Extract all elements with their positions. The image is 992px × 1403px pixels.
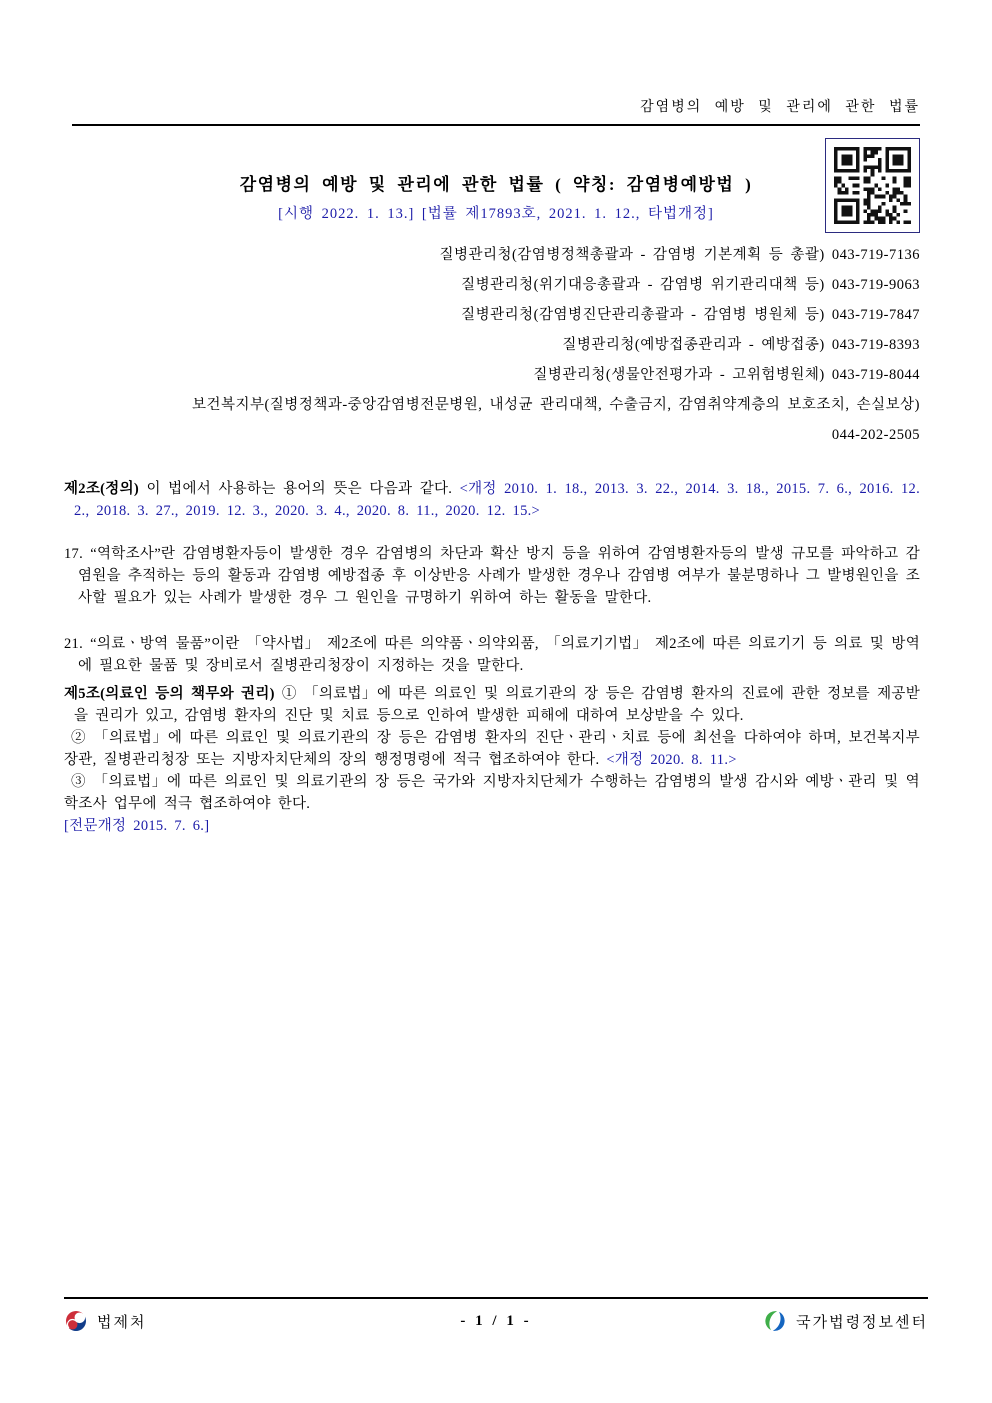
document-subtitle: [시행 2022. 1. 13.] [법률 제17893호, 2021. 1. 12., 타법개정] xyxy=(278,206,714,222)
contact-line: 질병관리청(감염병진단관리총괄과 - 감염병 병원체 등) 043-719-7847 xyxy=(461,307,920,323)
law-text-run: 21. “의료ㆍ방역 물품”이란 「약사법」 제2조에 따른 의약품ㆍ의약외품, 「의료기기법」 제2조에 따른 의료기기 등 의료 및 방역에 필요한 물품 및 장비로서 질병관리청장이 지정하는 것을 말한다. xyxy=(64,636,920,674)
law-text-run: 제2조(정의) xyxy=(64,481,140,497)
contact-line: 044-202-2505 xyxy=(831,427,920,443)
amendment-note: <개정 2020. 8. 11.> xyxy=(606,752,737,768)
law-body xyxy=(64,478,920,837)
amendment-note: [전문개정 2015. 7. 6.] xyxy=(64,818,210,834)
nlic-swirl-icon xyxy=(763,1309,787,1333)
footer-left-label: 법제처 xyxy=(97,1314,147,1331)
law-paragraph xyxy=(64,815,920,837)
law-paragraph xyxy=(64,683,920,727)
footer-right xyxy=(532,1309,928,1333)
law-text-run: ② 「의료법」에 따른 의료인 및 의료기관의 장 등은 감염병 환자의 진단ㆍ관리ㆍ치료 등에 최선을 다하여야 하며, 보건복지부장관, 질병관리청장 또는 지방자치단체의 장의 행정명령에 적극 협조하여야 한다. xyxy=(64,730,920,768)
moleg-taegeuk-icon xyxy=(64,1309,88,1333)
footer-divider xyxy=(64,1297,928,1299)
law-text-run: 이 법에서 사용하는 용어의 뜻은 다음과 같다. xyxy=(139,481,460,497)
law-text-run: 17. “역학조사”란 감염병환자등이 발생한 경우 감염병의 차단과 확산 방지 등을 위하여 감염병환자등의 발생 규모를 파악하고 감염원을 추적하는 등의 활동과 감염병 예방접종 후 이상반응 사례가 발생한 경우나 감염병 여부가 불분명하나 그 발병원인을 조사할 필요가 있는 사례가 발생한 경우 그 원인을 규명하기 위하여 하는 활동을 말한다. xyxy=(64,546,920,606)
document-title: 감염병의 예방 및 관리에 관한 법률 ( 약칭: 감염병예방법 ) xyxy=(239,175,753,194)
law-text-run: ① 「의료법」에 따른 의료인 및 의료기관의 장 등은 감염병 환자의 진료에 관한 정보를 제공받을 권리가 있고, 감염병 환자의 진단 및 치료 등으로 인하여 발생한 피해에 대하여 보상받을 수 있다. xyxy=(74,686,921,724)
law-text-run: 제5조(의료인 등의 책무와 권리) xyxy=(64,686,275,702)
footer-right-label: 국가법령정보센터 xyxy=(796,1314,929,1331)
contact-line: 질병관리청(위기대응총괄과 - 감염병 위기관리대책 등) 043-719-9063 xyxy=(461,277,920,293)
contact-line: 질병관리청(예방접종관리과 - 예방접종) 043-719-8393 xyxy=(562,337,920,353)
contact-list xyxy=(72,240,920,450)
page-number: - 1 / 1 - xyxy=(460,1312,532,1329)
amendment-note: <개정 2010. 1. 18., 2013. 3. 22., 2014. 3. 18., 2015. 7. 6., 2016. 12. 2., 2018. 3. 27., 2019. 12. 3., 2020. 3. 4., 2020. 8. 11., 2020. 12. 15.> xyxy=(74,481,920,519)
running-header-title: 감염병의 예방 및 관리에 관한 법률 xyxy=(640,100,920,115)
law-text-run: ③ 「의료법」에 따른 의료인 및 의료기관의 장 등은 국가와 지방자치단체가 수행하는 감염병의 발생 감시와 예방ㆍ관리 및 역학조사 업무에 적극 협조하여야 한다. xyxy=(64,774,920,812)
header-divider xyxy=(72,124,920,126)
contact-line: 질병관리청(생물안전평가과 - 고위험병원체) 043-719-8044 xyxy=(533,367,920,383)
contact-line: 질병관리청(감염병정책총괄과 - 감염병 기본계획 등 총괄) 043-719-7136 xyxy=(439,247,920,263)
law-paragraph xyxy=(64,478,920,522)
contact-line: 보건복지부(질병정책과-중앙감염병전문병원, 내성균 관리대책, 수출금지, 감염취약계층의 보호조치, 손실보상) xyxy=(191,397,920,413)
footer-left xyxy=(64,1309,460,1333)
law-paragraph xyxy=(64,633,920,677)
law-paragraph xyxy=(64,771,920,815)
law-paragraph xyxy=(64,543,920,609)
title-block xyxy=(0,170,992,223)
law-paragraph xyxy=(64,727,920,771)
page-footer xyxy=(64,1301,928,1341)
